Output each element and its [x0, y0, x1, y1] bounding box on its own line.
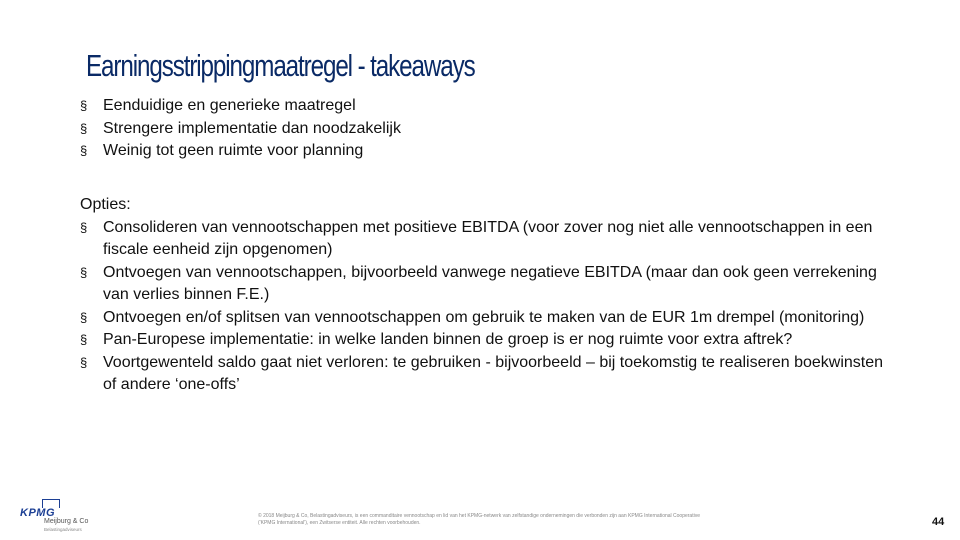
bullet-icon: § [80, 219, 88, 235]
firm-name: Meijburg & Co [44, 518, 89, 525]
list-item [80, 307, 900, 330]
options-heading: Opties: [80, 196, 131, 213]
takeaway-text: Weinig tot geen ruimte voor planning [103, 142, 364, 159]
list-item [80, 95, 401, 118]
bullet-icon: § [80, 264, 88, 280]
bullet-icon: § [80, 309, 88, 325]
bullet-icon: § [80, 354, 88, 370]
page-number: 44 [932, 516, 945, 528]
bullet-icon: § [80, 98, 88, 113]
kpmg-meijburg-logo [20, 507, 90, 533]
option-text: Voortgewenteld saldo gaat niet verloren: te gebruiken - bijvoorbeeld – bij toekomstig te realiseren boekwinsten of andere ‘one-offs’ [103, 353, 884, 393]
list-item [80, 352, 900, 397]
firm-subtitle: Belastingadviseurs [44, 527, 82, 532]
bullet-icon: § [80, 143, 88, 158]
bullet-icon: § [80, 120, 88, 136]
bullet-icon: § [80, 332, 88, 347]
takeaways-list [80, 95, 401, 163]
logo-text: KPMG [20, 507, 55, 519]
footer-disclaimer: © 2018 Meijburg & Co, Belastingadviseurs, is een commanditaire vennootschap en lid van het KPMG-netwerk van zelfstandige ondernemingen die verbonden zijn aan KPMG International Cooperative ('KPMG International'), een Zwitserse entiteit. Alle rechten voorbehouden. [258, 513, 700, 526]
list-item [80, 262, 900, 307]
options-section [80, 194, 900, 397]
list-item [80, 217, 900, 262]
list-item [80, 140, 401, 163]
list-item [80, 118, 401, 141]
slide-title: Earningsstrippingmaatregel - takeaways [86, 48, 475, 83]
takeaway-text: Eenduidige en generieke maatregel [103, 97, 356, 114]
option-text: Ontvoegen en/of splitsen van vennootschappen om gebruik te maken van de EUR 1m drempel (monitoring) [103, 308, 865, 326]
takeaway-text: Strengere implementatie dan noodzakelijk [103, 119, 401, 137]
option-text: Consolideren van vennootschappen met positieve EBITDA (voor zover nog niet alle vennootschappen in een fiscale eenheid zijn opgenomen) [103, 218, 873, 258]
option-text: Ontvoegen van vennootschappen, bijvoorbeeld vanwege negatieve EBITDA (maar dan ook geen verrekening van verlies binnen F.E.) [103, 263, 877, 303]
list-item [80, 329, 900, 352]
option-text: Pan-Europese implementatie: in welke landen binnen de groep is er nog ruimte voor extra aftrek? [103, 331, 793, 348]
